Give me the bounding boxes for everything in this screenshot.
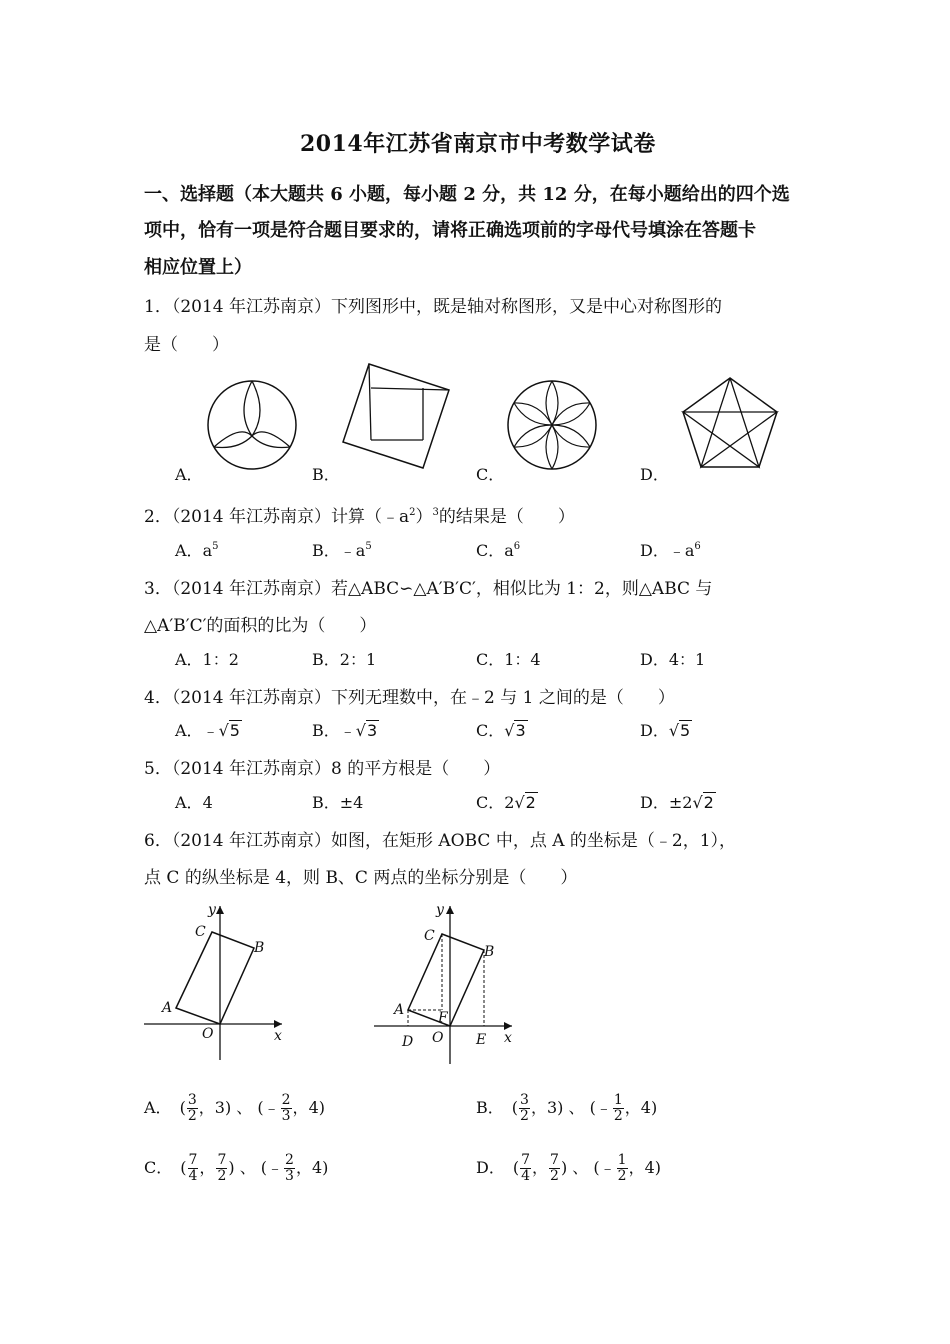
q4-option-b: B．﹣√3 (312, 721, 378, 740)
q1-figure-b (335, 358, 463, 473)
q1-label-a: A． (175, 465, 203, 484)
q5-stem: 5．（2014 年江苏南京）8 的平方根是（ ） (144, 759, 501, 779)
q2-option-b: B．$﹣a^5$ (312, 541, 372, 560)
fig2-label-o: O (432, 1030, 444, 1046)
q4-option-a: A．﹣√5 (175, 721, 240, 740)
fig1-label-c: C (195, 924, 206, 940)
q2-option-c: C．$a^6$ (476, 541, 521, 560)
fig2-label-b: B (484, 944, 495, 960)
fig1-label-o: O (202, 1026, 214, 1042)
fig2-label-y: y (436, 902, 444, 918)
q6-figure-1 (140, 900, 290, 1065)
q6-option-b: B． ( $\frac{3}{2}$ ，3) 、 (﹣ $\frac{1}{2}$ ，4) (476, 1092, 658, 1124)
fig1-label-x: x (274, 1028, 282, 1044)
q5-option-b: B．±4 (312, 793, 364, 812)
q1-figure-d (675, 372, 785, 477)
q4-option-c: C．√3 (476, 721, 526, 740)
q2-option-d: D．$﹣a^6$ (640, 541, 701, 560)
fig2-label-x: x (504, 1030, 512, 1046)
q1-label-d: D． (640, 465, 669, 484)
q3-option-a: A．1：2 (175, 650, 239, 669)
q4-stem: 4．（2014 年江苏南京）下列无理数中，在﹣2 与 1 之间的是（ ） (144, 688, 675, 708)
fig1-label-y: y (208, 902, 216, 918)
q6-option-a: A． ( $\frac{3}{2}$ ，3) 、 (﹣ $\frac{2}{3}$ ，4) (144, 1092, 325, 1124)
q1-stem-line2: 是（ ） (144, 335, 229, 355)
fig2-label-c: C (424, 928, 435, 944)
q3-stem-line2: △A′B′C′的面积的比为（ ） (144, 616, 377, 636)
page-title: 2014年江苏省南京市中考数学试卷 (300, 131, 656, 157)
q2-option-a: A．$a^5$ (175, 541, 219, 560)
q6-stem-line2: 点 C 的纵坐标是 4，则 B、C 两点的坐标分别是（ ） (144, 868, 578, 888)
q3-option-c: C．1：4 (476, 650, 541, 669)
q3-option-d: D．4：1 (640, 650, 706, 669)
fig1-label-b: B (254, 940, 265, 956)
q6-figure-2 (370, 900, 530, 1068)
fig2-label-e: E (476, 1032, 487, 1048)
q3-option-b: B．2：1 (312, 650, 377, 669)
section-header-line1: 一、选择题（本大题共 6 小题，每小题 2 分，共 12 分，在每小题给出的四个选 (144, 184, 790, 205)
fig2-label-a: A (394, 1002, 405, 1018)
section-header-line2: 项中，恰有一项是符合题目要求的，请将正确选项前的字母代号填涂在答题卡 (144, 220, 756, 241)
fig1-label-a: A (162, 1000, 173, 1016)
q1-stem-line1: 1．（2014 年江苏南京）下列图形中，既是轴对称图形，又是中心对称图形的 (144, 297, 722, 317)
section-header-line3: 相应位置上） (144, 257, 252, 278)
q1-figure-a (200, 372, 305, 480)
q3-stem-line1: 3．（2014 年江苏南京）若△ABC∽△A′B′C′，相似比为 1：2，则△ABC 与 (144, 579, 713, 599)
q1-figure-c (500, 372, 605, 480)
q1-label-c: C． (476, 465, 505, 484)
q5-option-d: D．±2√2 (640, 793, 714, 812)
q1-label-b: B． (312, 465, 340, 484)
q6-stem-line1: 6．（2014 年江苏南京）如图，在矩形 AOBC 中，点 A 的坐标是（﹣2，1）， (144, 831, 737, 851)
q4-option-d: D．√5 (640, 721, 691, 740)
q5-option-c: C．2√2 (476, 793, 536, 812)
fig2-label-d: D (402, 1034, 414, 1050)
fig2-label-f: F (438, 1010, 448, 1026)
q6-option-c: C． ( $\frac{7}{4}$ ， $\frac{7}{2}$ ) 、 (﹣ $\frac{2}{3}$ ，4) (144, 1152, 329, 1184)
q5-option-a: A．4 (175, 793, 213, 812)
q6-option-d: D． ( $\frac{7}{4}$ ， $\frac{7}{2}$ ) 、 (﹣ $\frac{1}{2}$ ，4) (476, 1152, 662, 1184)
q2-stem: 2．（2014 年江苏南京）计算$(﹣a^2)^3$的结果是（ ） (144, 507, 575, 527)
